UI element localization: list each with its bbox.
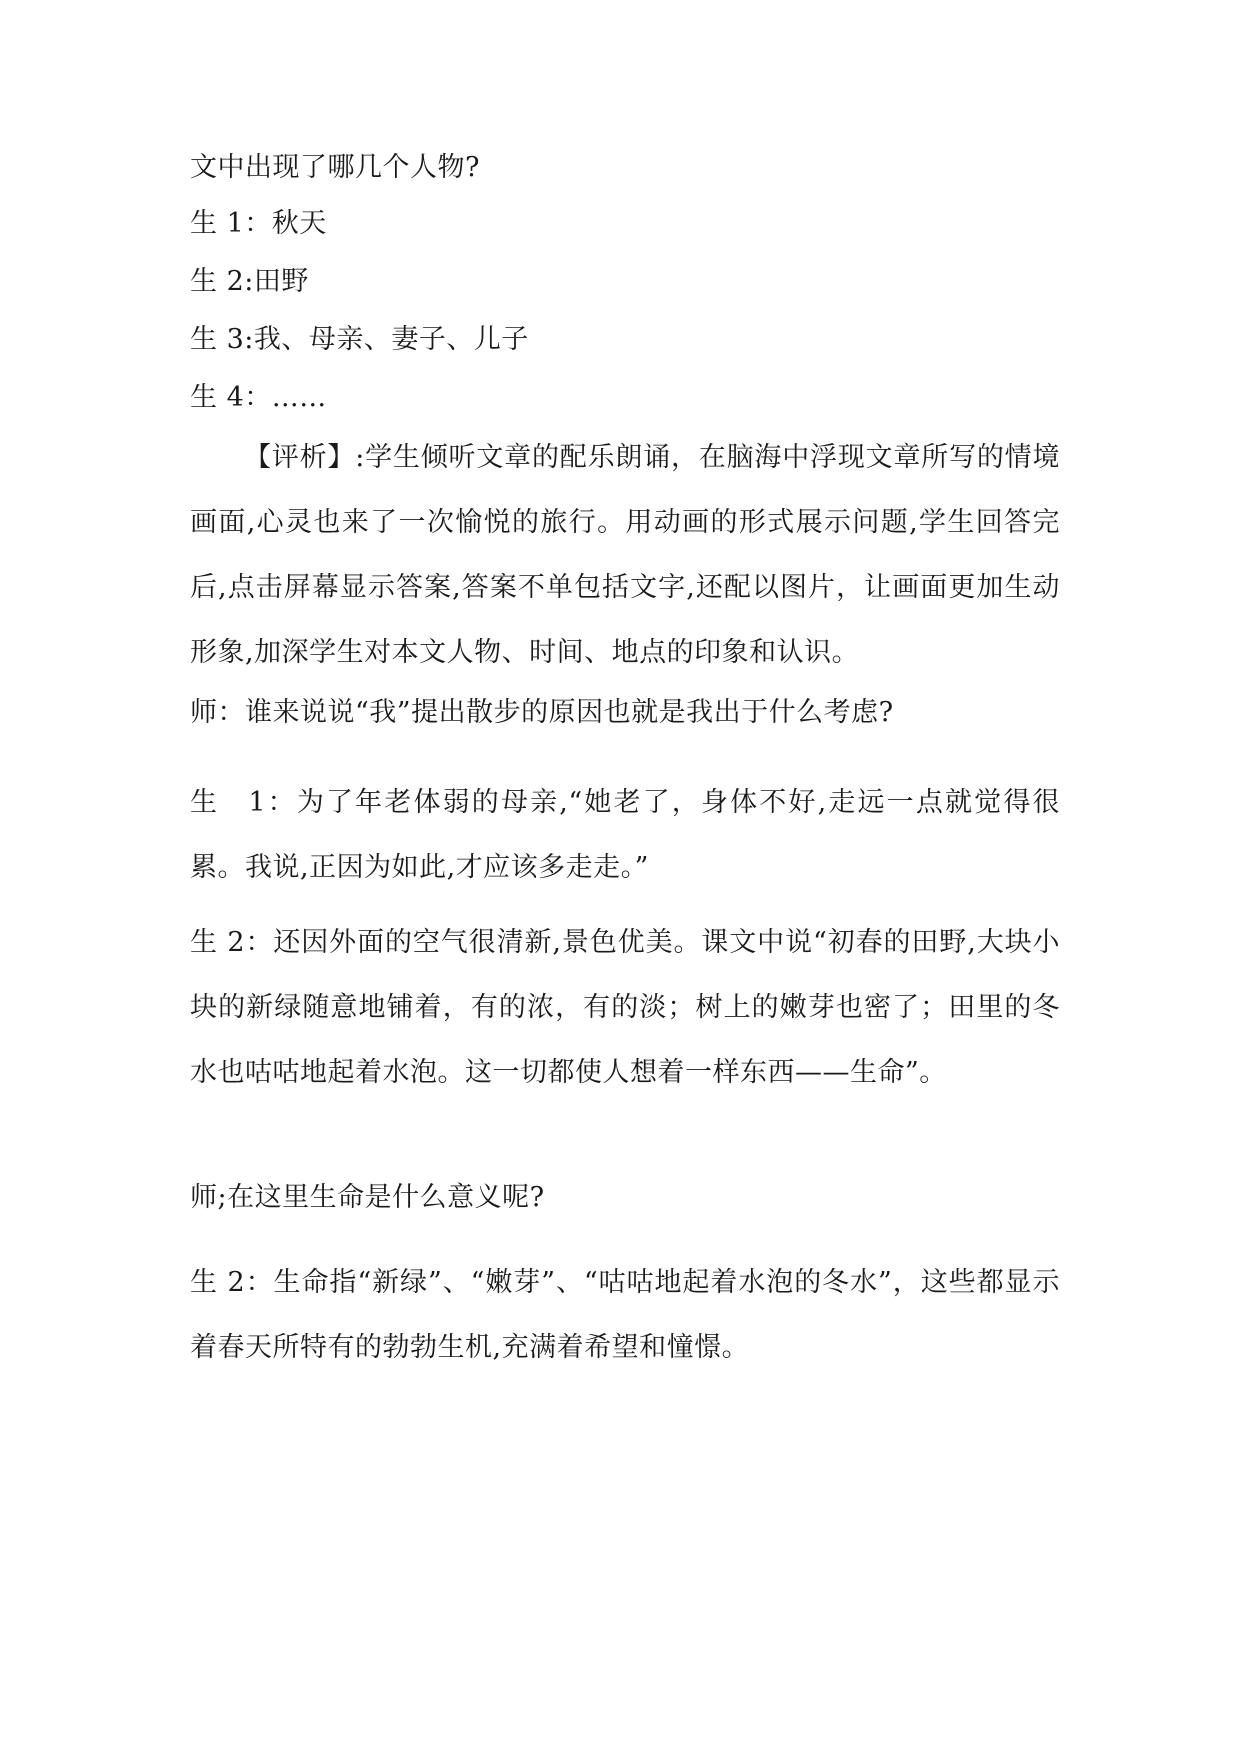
student-answer-1: 生 1：秋天 [190, 208, 327, 239]
teacher-question-1: 师：谁来说说“我”提出散步的原因也就是我出于什么考虑? [190, 697, 894, 728]
student-reply-2: 生 2：还因外面的空气很清新,景色优美。课文中说“初春的田野,大块小块的新绿随意地铺着，有的浓，有的淡；树上的嫩芽也密了；田里的冬水也咕咕地起着水泡。这一切都使人想着一样东西——生命”。 [190, 927, 1060, 1088]
student-answer-3: 生 3:我、母亲、妻子、儿子 [190, 324, 529, 355]
teacher-question-2: 师;在这里生命是什么意义呢? [190, 1182, 545, 1213]
student-reply-1: 生 1：为了年老体弱的母亲,“她老了，身体不好,走远一点就觉得很累。我说,正因为如此,才应该多走走。” [190, 787, 1060, 883]
student-answer-2: 生 2:田野 [190, 266, 309, 297]
question-line: 文中出现了哪几个人物? [190, 152, 480, 183]
review-paragraph: 【评析】:学生倾听文章的配乐朗诵，在脑海中浮现文章所写的情境画面,心灵也来了一次愉悦的旅行。用动画的形式展示问题,学生回答完后,点击屏幕显示答案,答案不单包括文字,还配以图片，让画面更加生动形象,加深学生对本文人物、时间、地点的印象和认识。 [190, 442, 1060, 668]
student-reply-3: 生 2：生命指“新绿”、“嫩芽”、“咕咕地起着水泡的冬水”，这些都显示着春天所特有的勃勃生机,充满着希望和憧憬。 [190, 1267, 1060, 1363]
student-answer-4: 生 4：…… [190, 382, 327, 413]
